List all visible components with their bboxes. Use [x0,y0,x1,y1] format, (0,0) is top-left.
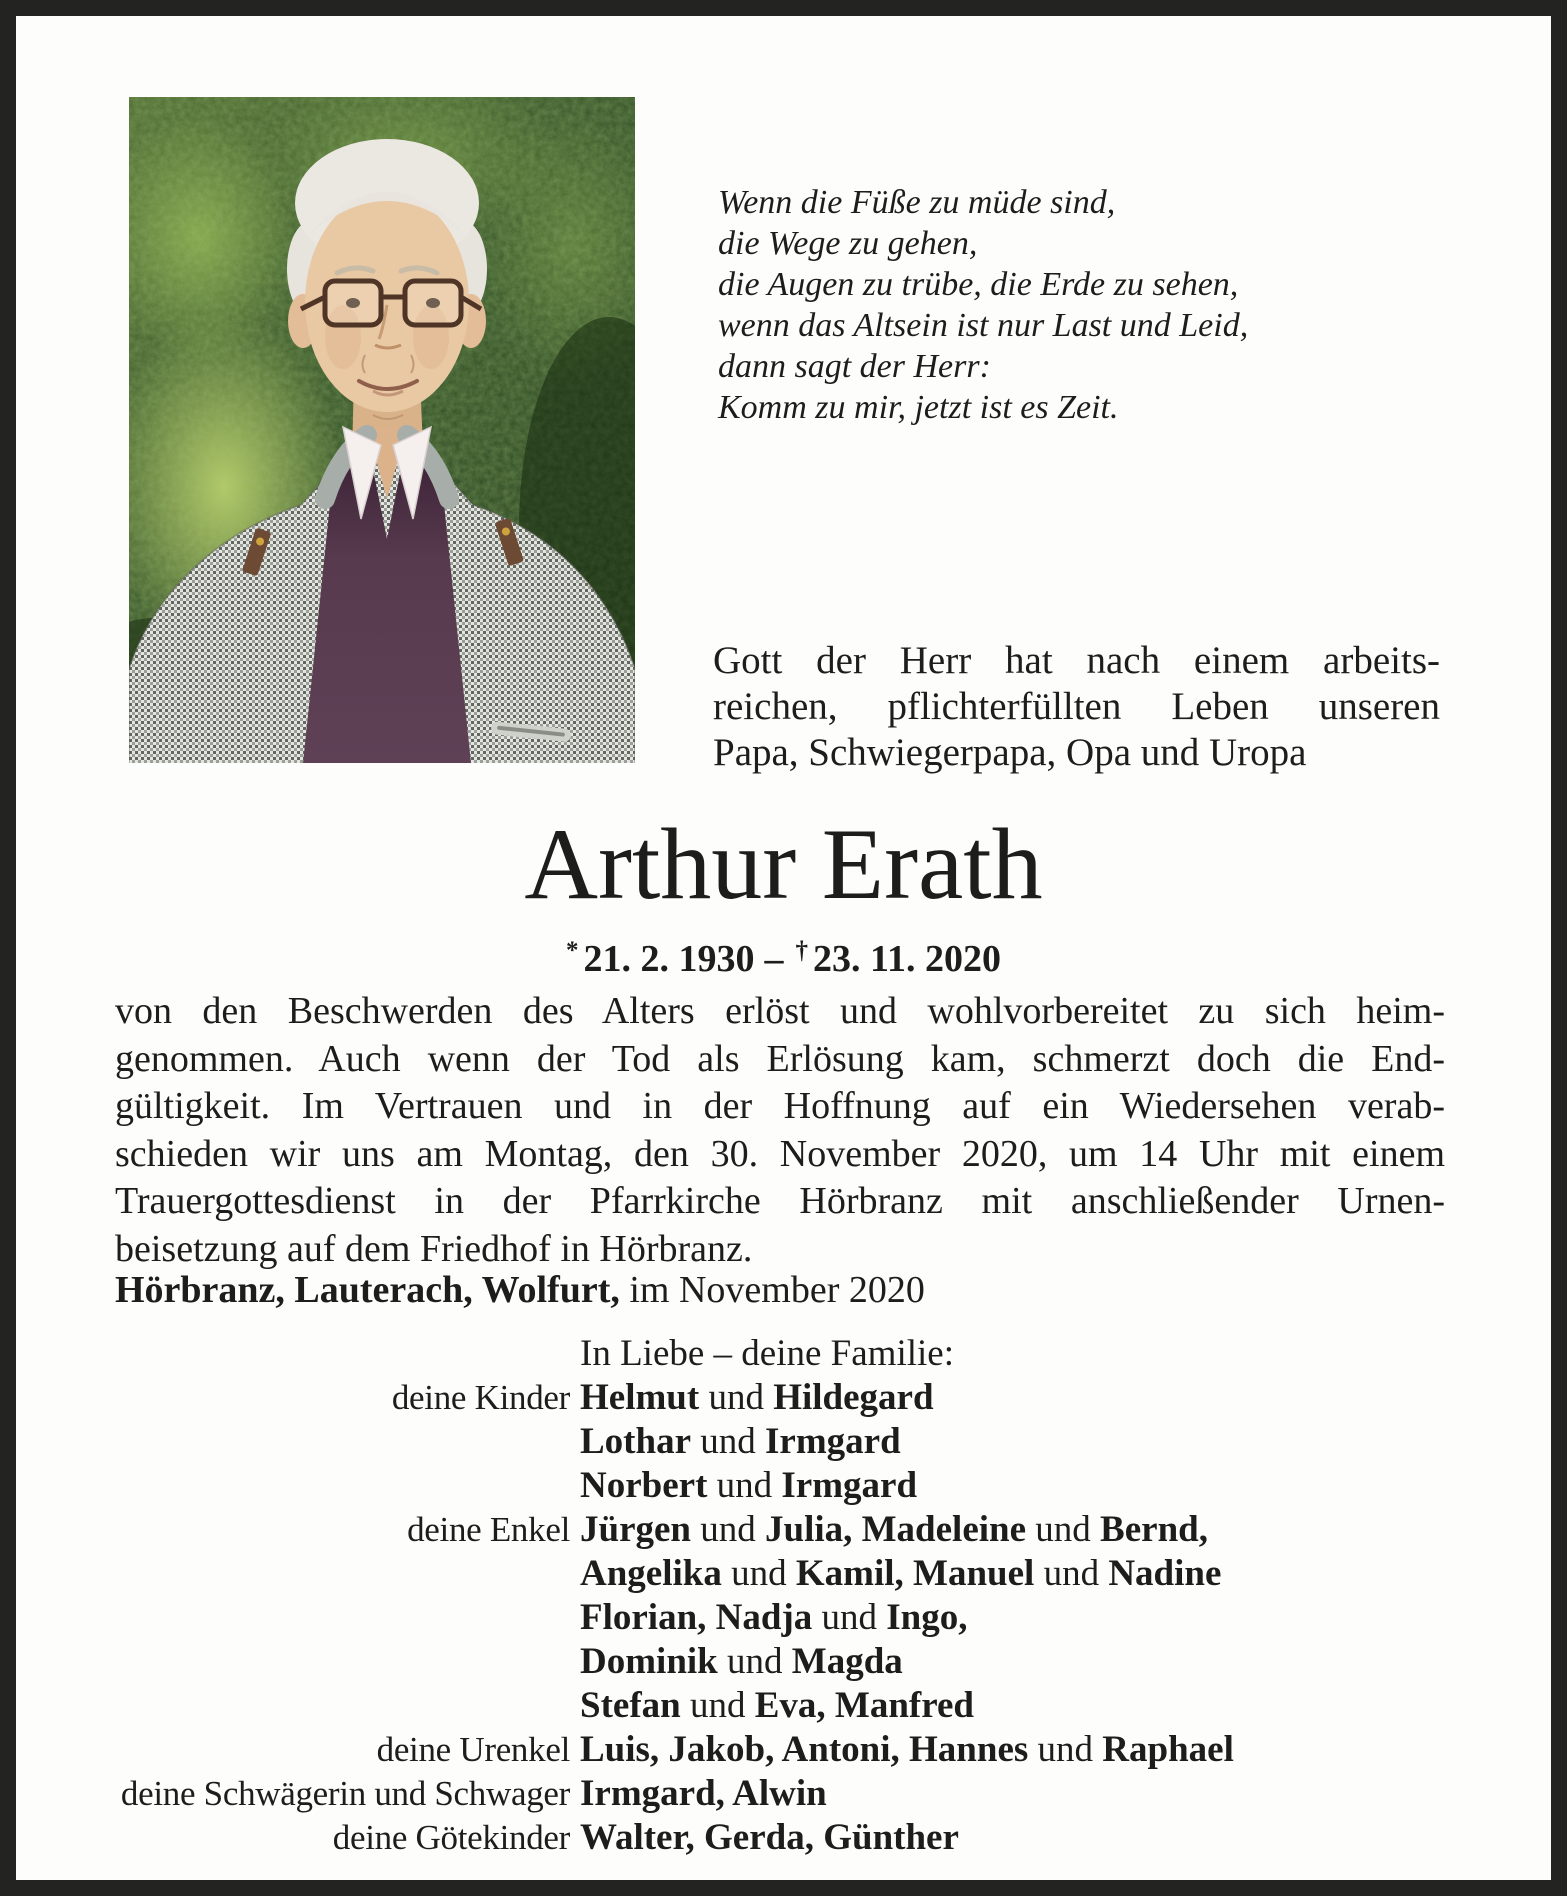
life-dates [0,928,1567,982]
family-role-label: deine Urenkel [376,1730,570,1769]
intro-paragraph [713,638,1440,776]
poem-line: Komm zu mir, jetzt ist es Zeit. [718,389,1119,426]
family-role-label [115,1640,570,1684]
place-date-line [115,1266,925,1314]
family-role-label: deine Schwägerin und Schwager [120,1774,570,1813]
dates-separator: – [764,938,784,980]
announcement-line: von den Beschwerden des Alters erlöst und wohlvorbereitet zu sich heim- [115,990,1445,1032]
death-cross-symbol: † [795,937,809,964]
family-names: Helmut und Hildegard [580,1377,934,1418]
memorial-poem [718,182,1248,428]
place-date: im November 2020 [619,1269,925,1311]
poem-line: die Wege zu gehen, [718,225,978,262]
announcement-line: gültigkeit. Im Vertrauen und in der Hoffnung auf ein Wiedersehen verab- [115,1085,1445,1127]
announcement-line: schieden wir uns am Montag, den 30. November 2020, um 14 Uhr mit einem [115,1132,1445,1175]
family-role-label [115,1332,570,1376]
family-role-label [115,1684,570,1728]
family-names: Walter, Gerda, Günther [580,1817,959,1858]
birth-star-symbol: * [566,937,579,964]
intro-line: reichen, pflichterfüllten Leben unseren [713,685,1440,728]
family-names: Dominik und Magda [580,1641,903,1682]
poem-line: wenn das Altsein ist nur Last und Leid, [718,307,1249,344]
family-role-label: deine Götekinder [332,1818,570,1857]
family-names: Stefan und Eva, Manfred [580,1685,974,1726]
closing-line: In Liebe – deine Familie: [580,1333,954,1374]
family-role-label: deine Enkel [407,1510,570,1549]
portrait-photo [129,97,635,763]
poem-line: die Augen zu trübe, die Erde zu sehen, [718,266,1239,303]
intro-line: Gott der Herr hat nach einem arbeits- [713,639,1440,682]
family-role-label [115,1552,570,1596]
announcement-line: Trauergottesdienst in der Pfarrkirche Hörbranz mit anschließender Urnen- [115,1180,1445,1222]
portrait-photo-graphic [129,97,635,763]
family-role-label [115,1420,570,1464]
family-names: Angelika und Kamil, Manuel und Nadine [580,1553,1222,1594]
deceased-name: Arthur Erath [524,808,1043,921]
family-names: Irmgard, Alwin [580,1773,827,1814]
family-names: Luis, Jakob, Antoni, Hannes und Raphael [580,1729,1234,1770]
family-names: Lothar und Irmgard [580,1421,901,1462]
announcement-paragraph [115,988,1445,1273]
family-names: Florian, Nadja und Ingo, [580,1597,968,1638]
birth-date: 21. 2. 1930 [583,938,755,980]
announcement-line: beisetzung auf dem Friedhof in Hörbranz. [115,1227,753,1270]
death-date: 23. 11. 2020 [813,938,1001,980]
place-names: Hörbranz, Lauterach, Wolfurt, [115,1269,620,1311]
family-role-label [115,1464,570,1508]
family-role-label [115,1596,570,1640]
intro-line: Papa, Schwiegerpapa, Opa und Uropa [713,731,1307,774]
family-list [115,1332,1234,1860]
poem-line: dann sagt der Herr: [718,348,991,385]
family-names: Norbert und Irmgard [580,1465,918,1506]
announcement-line: genommen. Auch wenn der Tod als Erlösung kam, schmerzt doch die End- [115,1037,1445,1080]
family-names: Jürgen und Julia, Madeleine und Bernd, [580,1509,1208,1550]
family-role-label: deine Kinder [391,1378,570,1417]
poem-line: Wenn die Füße zu müde sind, [718,184,1116,221]
